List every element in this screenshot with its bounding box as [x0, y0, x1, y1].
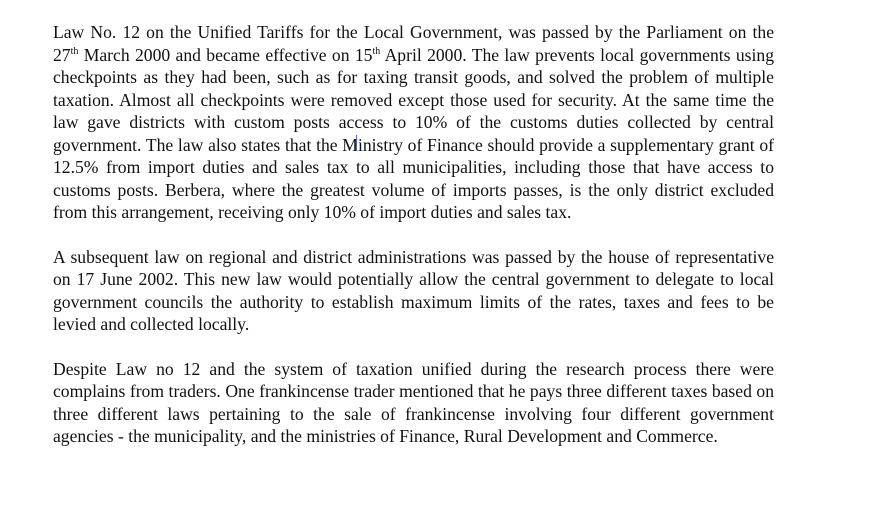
paragraph-text: Law No. 12 on the Unified Tariffs for the Local Government, was passed by the Parliament on the 27 [53, 22, 774, 65]
document-page [53, 21, 774, 470]
paragraph-text: Despite Law no 12 and the system of taxation unified during the research process there were complains from traders. One frankincense trader mentioned that he pays three different taxes based on three different laws pertaining to the sale of frankincense involving four different government agencies - the municipality, and the ministries of Finance, Rural Development and Commerce. [53, 358, 774, 446]
paragraph-text: inistry of Finance should provide a supplementary grant of 12.5% from import duties and sales tax to all municipalities, including those that have access to customs posts. Berbera, where the greatest volume of imports passes, is the only district excluded from this arrangement, receiving only 10% of import duties and sales tax. [53, 134, 775, 222]
paragraph-text: A subsequent law on regional and district administrations was passed by the house of representative on 17 June 2002. This new law would potentially allow the central government to delegate to local government councils the authority to establish maximum limits of the rates, taxes and fees to be levied and collected locally. [53, 246, 774, 334]
ordinal-suffix: th [70, 45, 79, 57]
paragraph [53, 21, 774, 224]
ordinal-suffix: th [372, 45, 381, 57]
paragraph [53, 358, 774, 448]
paragraph [53, 246, 774, 336]
paragraph-text: April 2000. The law prevents local governments using checkpoints as they had been, such as for taxing transit goods, and solved the problem of multiple taxation. Almost all checkpoints were removed except those used for security. At the same time the law gave districts with custom posts access to 10% of the customs duties collected by central government. The law also states that the M [53, 44, 774, 155]
paragraph-text: March 2000 and became effective on 15 [78, 44, 373, 65]
